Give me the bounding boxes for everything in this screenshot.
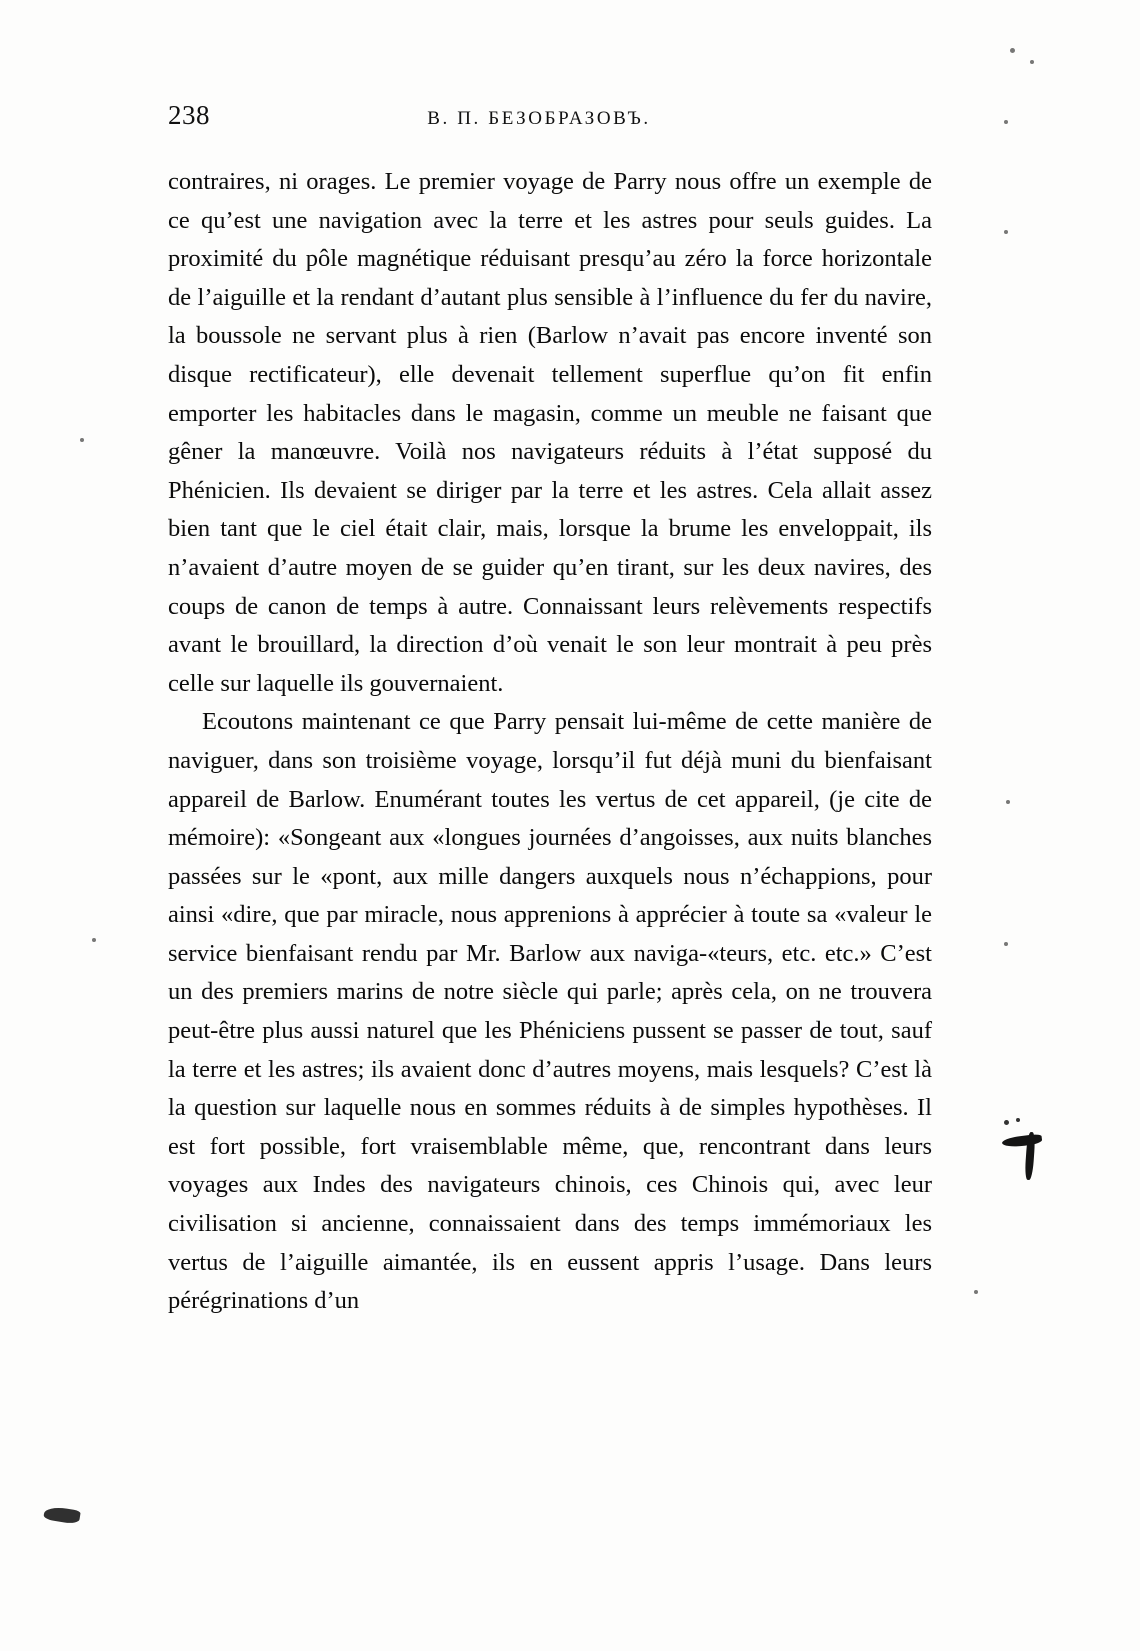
page-number: 238 <box>168 100 210 130</box>
scan-speck <box>1004 120 1008 124</box>
scan-speck <box>974 1290 978 1294</box>
text-block <box>168 163 932 1321</box>
running-title: В. П. БЕЗОБРАЗОВЪ. <box>427 108 651 129</box>
page-header <box>168 100 928 131</box>
paragraph: contraires, ni orages. Le premier voyage de Parry nous offre un exemple de ce qu’est une navigation avec la terre et les astres pour seuls guides. La proximité du pôle magnétique réduisant presqu’au zéro la force horizontale de l’aiguille et la rendant d’autant plus sensible à l’influence du fer du navire, la boussole ne servant plus à rien (Barlow n’avait pas encore inventé son disque rectificateur), elle devenait tellement superflue qu’on fit enfin emporter les habitacles dans le magasin, comme un meuble ne faisant que gêner la manœuvre. Voilà nos navigateurs réduits à l’état supposé du Phénicien. Ils devaient se diriger par la terre et les astres. Cela allait assez bien tant que le ciel était clair, mais, lorsque la brume les enveloppait, ils n’avaient d’autre moyen de se guider qu’en tirant, sur les deux navires, des coups de canon de temps à autre. Connaissant leurs relèvements respectifs avant le brouillard, la direction d’où venait le son leur montrait à peu près celle sur laquelle ils gouvernaient. <box>168 168 932 697</box>
scan-speck <box>80 438 84 442</box>
edge-smudge-mark <box>996 1118 1042 1178</box>
scan-speck <box>1004 230 1008 234</box>
paragraph: Ecoutons maintenant ce que Parry pensait lui-même de cette manière de naviguer, dans son troisième voyage, lorsqu’il fut déjà muni du bienfaisant appareil de Barlow. Enumérant toutes les vertus de cet appareil, (je cite de mémoire): «Songeant aux «longues journées d’angoisses, aux nuits blanches passées sur le «pont, aux mille dangers auxquels nous n’échappions, pour ainsi «dire, que par miracle, nous apprenions à apprécier à toute sa «valeur le service bienfaisant rendu par Mr. Barlow aux naviga-«teurs, etc. etc.» C’est un des premiers marins de notre siècle qui parle; après cela, on ne trouvera peut-être plus aussi naturel que les Phéniciens pussent se passer de tout, sauf la terre et les astres; ils avaient donc d’autres moyens, mais lesquels? C’est là la question sur laquelle nous en sommes réduits à de simples hypothèses. Il est fort possible, fort vraisemblable même, que, rencontrant dans leurs voyages aux Indes des navigateurs chinois, ces Chinois qui, avec leur civilisation si ancienne, connaissaient dans des temps immémoriaux les vertus de l’aiguille aimantée, ils en eussent appris l’usage. Dans leurs pérégrinations d’un <box>168 708 932 1315</box>
scan-speck <box>1030 60 1034 64</box>
scan-speck <box>1006 800 1010 804</box>
scan-speck <box>1004 942 1008 946</box>
scan-speck <box>1010 48 1015 53</box>
scan-speck <box>92 938 96 942</box>
corner-ink-mark <box>43 1505 81 1524</box>
